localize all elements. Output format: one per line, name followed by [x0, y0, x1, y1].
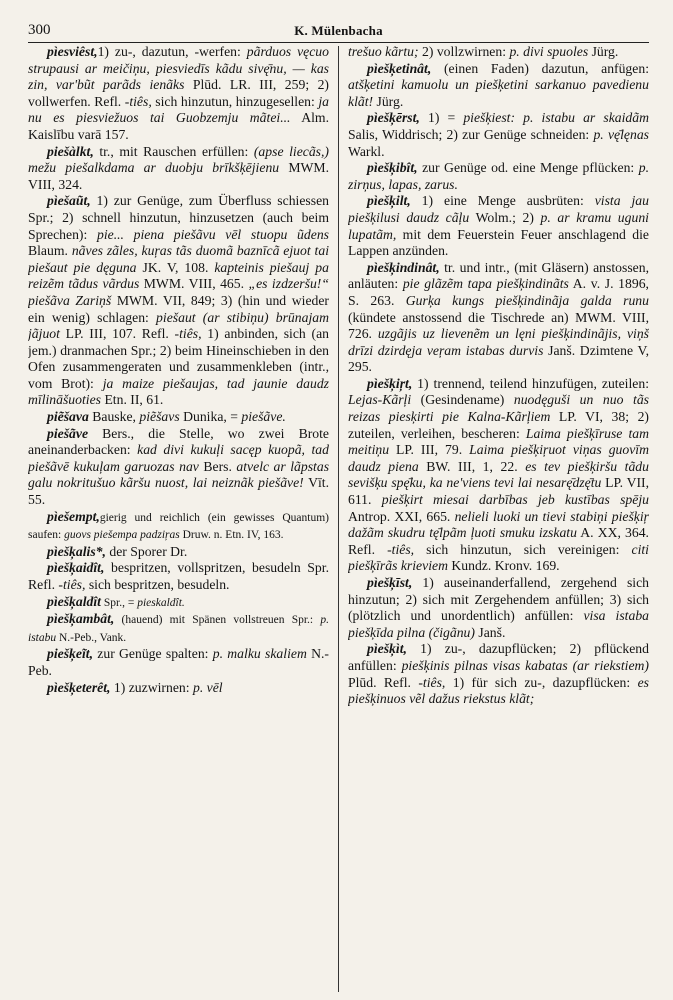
entry-headword: piešàlkt, [47, 143, 94, 159]
entry-definition: 1) = [419, 110, 464, 126]
page-header [28, 0, 649, 44]
entry-definition: (hauend) mit Spänen vollstreuen Spr.: [114, 614, 321, 627]
entry-example: pãrduos vęcuo strupausi ar meičiņu, piesviedīs kãdu sivę̄nu, — kas zin, var'bũt parãds ienãks [28, 44, 329, 93]
dictionary-entry [28, 426, 329, 509]
entry-headword: pìešķibît, [367, 160, 418, 176]
entry-example: nãves zãles, kuŗas tãs duomã baznīcã ejuot tai piešaut pie dęguna [28, 243, 329, 275]
entry-definition: Janš. [474, 624, 506, 640]
entry-definition: sich hinzutun, hinzugesellen: [151, 93, 319, 109]
entry-definition: (Gesindename) [411, 392, 514, 408]
entry-headword: pìešempt, [47, 508, 100, 524]
entry-headword: pìešķìt, [367, 641, 407, 657]
entry-example: nelieli luoki un tievi stabiņi piešķiŗ dažãm skudru tę̄lpãm ļuoti smuku izskatu [348, 508, 649, 541]
entry-example: p. ar kramu uguni lupatãm, [348, 209, 649, 242]
entry-definition: 1) auseinanderfallend, zergehend sich hinzutun; 2) sich mit Zergehendem anfüllen; 3) sich (plötzlich und unordentlich) anfüllen: [348, 575, 649, 624]
entry-definition: Druw. n. Etn. IV, 163. [179, 529, 284, 542]
entry-definition: Plūd. LR. III, 259; 2) vollwerfen. Refl. [28, 77, 329, 109]
entry-definition: tr. und intr., (mit Gläsern) anstossen, anläuten: [348, 259, 649, 292]
dictionary-entry [348, 376, 649, 575]
entry-headword: pìešķambât, [47, 611, 115, 627]
entry-definition: sich bespritzen, besudeln. [85, 577, 230, 592]
entry-example: pieskaldît. [137, 596, 185, 609]
entry-definition: N.-Peb. [28, 646, 329, 678]
entry-definition: Antrop. XXI, 665. [348, 508, 455, 524]
entry-example: Gurķa kungs piešķindinãja galda runu [405, 292, 649, 308]
entry-definition: Warkl. [348, 143, 385, 159]
entry-headword: piešãve [47, 425, 89, 441]
entry-headword: pìešķaidît, [47, 560, 105, 576]
entry-example: piẽšavs [139, 409, 180, 425]
dictionary-entry [28, 193, 329, 409]
entry-example: p. vēl [192, 679, 223, 695]
entry-definition: Janš. Dzimtene V, 295. [348, 342, 649, 375]
entry-example: nuodęguši un nuo tãs reizas piesķirti pie Kalna-Kãrļiem [348, 392, 649, 425]
dictionary-entry [348, 44, 649, 61]
entry-headword: piešķeĩt, [47, 646, 93, 662]
entry-example: Laima piešķīruse tam meitiņu [348, 425, 649, 458]
entry-headword: pìešķērst, [367, 110, 420, 126]
entry-definition: BW. III, 1, 22. [418, 458, 526, 474]
entry-definition: Plūd. Refl. [348, 674, 419, 690]
entry-example: guovs piešempa padziŗas [64, 529, 180, 542]
entry-example: es tev piešķiršu tãdu sevišķu spę̄ku, ka ne'viens tevi lai nesarę̄dzę̄tu [348, 458, 649, 491]
entry-headword: pìešķiŗt, [367, 375, 413, 391]
entry-definition: LP. III, 79. [389, 442, 470, 458]
entry-headword: pìešķaldît [47, 593, 101, 609]
dictionary-entry [28, 611, 329, 646]
entry-example: Laima piešķiŗuot viņas guovīm daudz piena [348, 442, 649, 474]
entry-definition: Dunika, = [179, 409, 242, 425]
dictionary-entry [28, 594, 329, 612]
dictionary-entry [348, 160, 649, 193]
entry-definition: sich hinzutun, sich vereinigen: [414, 541, 632, 557]
dictionary-entry [28, 646, 329, 679]
entry-definition: Bauske, [88, 409, 140, 425]
entry-definition: der Sporer Dr. [105, 543, 188, 559]
entry-example: p. divi spuoles [509, 44, 589, 59]
entry-definition: mit dem Feuerstein Feuer anschlagend die Lappen anzünden. [348, 226, 649, 259]
entry-definition: Jürg. [373, 93, 404, 109]
dictionary-entry [348, 110, 649, 160]
entry-example: uzgãjis uz lievenẽm un lęni piešķindinãjis, viņš drīzi dzirdęja veŗam istabas durvis [348, 326, 649, 358]
entry-definition: Kundz. Kronv. 169. [447, 558, 560, 574]
entry-example: trešuo kãrtu; [348, 44, 419, 59]
entry-definition: 1) anbinden, sich (an jem.) dranmachen Spr.; 2) beim Hineinschieben in den Ofen zusammengeraten und zusammenkleben (intr., vom Brot): [28, 326, 329, 391]
entry-definition: MWM. VIII, 324. [28, 160, 329, 192]
dictionary-entry [28, 544, 329, 561]
dictionary-entry [348, 61, 649, 111]
entry-example: piešaut (ar stibiņu) brūnajam jãjuot [28, 309, 329, 342]
entry-definition: MWM. VIII, 465. [139, 276, 249, 292]
entry-example: p. istabu [28, 614, 329, 644]
entry-definition: MWM. VII, 849; 3) (hin und wieder ein wenig) schlagen: [28, 292, 329, 325]
entry-definition: zur Genüge od. eine Menge pflücken: [417, 160, 639, 176]
column-divider [338, 46, 339, 992]
entry-headword: pìešķeterêt, [47, 679, 111, 695]
dictionary-entry [28, 560, 329, 593]
entry-example: es piešķinuos vẽl dažus riekstus klãt; [348, 674, 649, 707]
entry-headword: pìešaũt, [47, 193, 91, 209]
entry-definition: LP. VII, 611. [348, 475, 649, 508]
dictionary-entry [28, 680, 329, 697]
entry-example: p. malku skaliem [212, 646, 307, 662]
entry-headword: piẽšava [47, 409, 89, 425]
entry-definition: LP. VI, 38; 2) zuteilen, verleihen, bescheren: [348, 409, 649, 441]
entry-definition: tr., mit Rauschen erfüllen: [93, 143, 254, 159]
dictionary-entry [348, 575, 649, 641]
entry-definition: gierig und reichlich (ein gewisses Quantum) saufen: [28, 511, 329, 542]
entry-headword: pìešķīst, [367, 575, 413, 590]
entry-definition: Blaum. [28, 243, 72, 259]
dictionary-entry [28, 509, 329, 544]
dictionary-entry [28, 44, 329, 144]
entry-definition: 1) für sich zu-, dazupflücken: [445, 674, 638, 690]
entry-example: pie... piena piešãvu vēl stuopu ũdens [96, 226, 329, 242]
entry-definition: (kündete anstossend die Tischrede an) MWM. VIII, 726. [348, 309, 649, 342]
entry-definition: zur Genüge spalten: [93, 646, 213, 662]
entry-example: ja maize piešaujas, tad jaunie daudz mīlināšuoties [28, 375, 329, 408]
entry-example: visa istaba piešķīda pilna (čigãnu) [348, 608, 649, 640]
entry-example: piešķiest: p. istabu ar skaidãm [463, 110, 649, 126]
entry-example: pie glãzẽm tapa piešķindinãts [402, 276, 569, 292]
entry-definition: A. v. J. 1896, S. 263. [348, 276, 649, 308]
entry-example: -tiês, [58, 577, 86, 592]
dictionary-entry [28, 144, 329, 194]
entry-example: citi piešķīrãs krieviem [348, 541, 649, 574]
dictionary-entry [348, 641, 649, 707]
entry-example: -tiês, [387, 541, 415, 557]
entry-definition: 1) eine Menge ausbrüten: [410, 193, 595, 209]
entry-definition: Vīt. 55. [28, 475, 329, 508]
entry-definition: LP. III, 107. Refl. [59, 326, 175, 342]
entry-definition: 1) trennend, teilend hinzufügen, zuteilen: [412, 375, 649, 391]
entry-definition: 2) vollzwirnen: [418, 44, 510, 59]
entry-example: piešķinis pilnas visas kabatas (ar riekstiem) [401, 657, 649, 673]
entry-definition: Spr., = [101, 596, 138, 609]
entry-headword: pìešķalis*, [47, 543, 106, 559]
page-number: 300 [28, 22, 51, 38]
entry-definition: JK. V, 108. [136, 259, 215, 275]
entry-headword: pìesviêst, [47, 44, 98, 59]
entry-headword: pìešķindinât, [367, 259, 440, 275]
entry-example: -tiês, [418, 674, 446, 690]
entry-definition: (einen Faden) dazutun, anfügen: [431, 60, 649, 76]
right-column [348, 44, 649, 994]
entry-example: piešãve. [241, 409, 286, 425]
entry-example: (apse liecãs,) mežu piešalkdama ar duobju brīkšķējienu [28, 143, 329, 176]
entry-example: -tiês, [124, 93, 152, 109]
entry-definition: Wolm.; 2) [469, 209, 541, 225]
text-columns [28, 44, 649, 994]
entry-example: vista jau piešķilusi daudz cãļu [348, 193, 649, 225]
dictionary-entry [348, 260, 649, 376]
dictionary-entry [28, 409, 329, 426]
entry-example: kapteinis piešauj pa reizẽm tãdus vãrdus [28, 259, 329, 292]
running-title: K. Mülenbacha [294, 23, 383, 38]
entry-example: kad divi kukuļi sacęp kuopã, tad piešãvē kukuļam garuozas nav [28, 442, 329, 474]
entry-definition: Bers., die Stelle, wo zwei Brote aneinanderbacken: [28, 425, 329, 458]
entry-definition: Jürg. [588, 44, 619, 59]
entry-definition: N.-Peb., Vank. [56, 631, 127, 644]
entry-definition: 1) zur Genüge, zum Überfluss schiessen Spr.; 2) schnell hinzutun, hinzusetzen (auch beim Sprechen): [28, 193, 329, 242]
entry-example: -tiês, [174, 326, 202, 342]
entry-definition: A. XX, 364. Refl. [348, 525, 649, 557]
entry-headword: pìešķilt, [367, 193, 411, 209]
entry-definition: Alm. Kaislību varā 157. [28, 110, 329, 142]
entry-example: ja nu es piesviežuos tai Guobzemju mãtei... [28, 93, 329, 126]
entry-definition: bespritzen, vollspritzen, besudeln Spr. Refl. [28, 560, 329, 592]
entry-definition: 1) zuzwirnen: [110, 679, 193, 695]
entry-example: Lejas-Kãrļi [348, 392, 412, 408]
entry-example: atšķetini kamuolu un piešķetini sarkanuo pavedienu klãt! [348, 77, 649, 109]
entry-example: piešķirt miesai darbības jeb kustības spēju [381, 492, 649, 508]
entry-definition: Salis, Widdrisch; 2) zur Genüge schneiden: [348, 126, 594, 142]
entry-definition: 1) zu-, dazupflücken; 2) pflückend anfüllen: [348, 641, 649, 673]
entry-example: „es izdzeršu!“ piešãva Zariņš [28, 276, 329, 308]
entry-example: atvelc ar lãpstas galu nokritušuo kãršu nuost, lai neiznãk piešãve! [28, 458, 329, 491]
entry-headword: pìešķetinât, [367, 60, 432, 76]
dictionary-entry [348, 193, 649, 259]
entry-definition: Etn. II, 61. [101, 392, 164, 408]
left-column [28, 44, 329, 994]
header-rule [28, 42, 649, 43]
entry-definition: 1) zu-, dazutun, -werfen: [97, 44, 247, 59]
entry-example: p. zirņus, lapas, zarus. [348, 160, 649, 192]
entry-example: p. vę̄lęnas [593, 126, 649, 142]
entry-definition: Bers. [198, 458, 237, 474]
